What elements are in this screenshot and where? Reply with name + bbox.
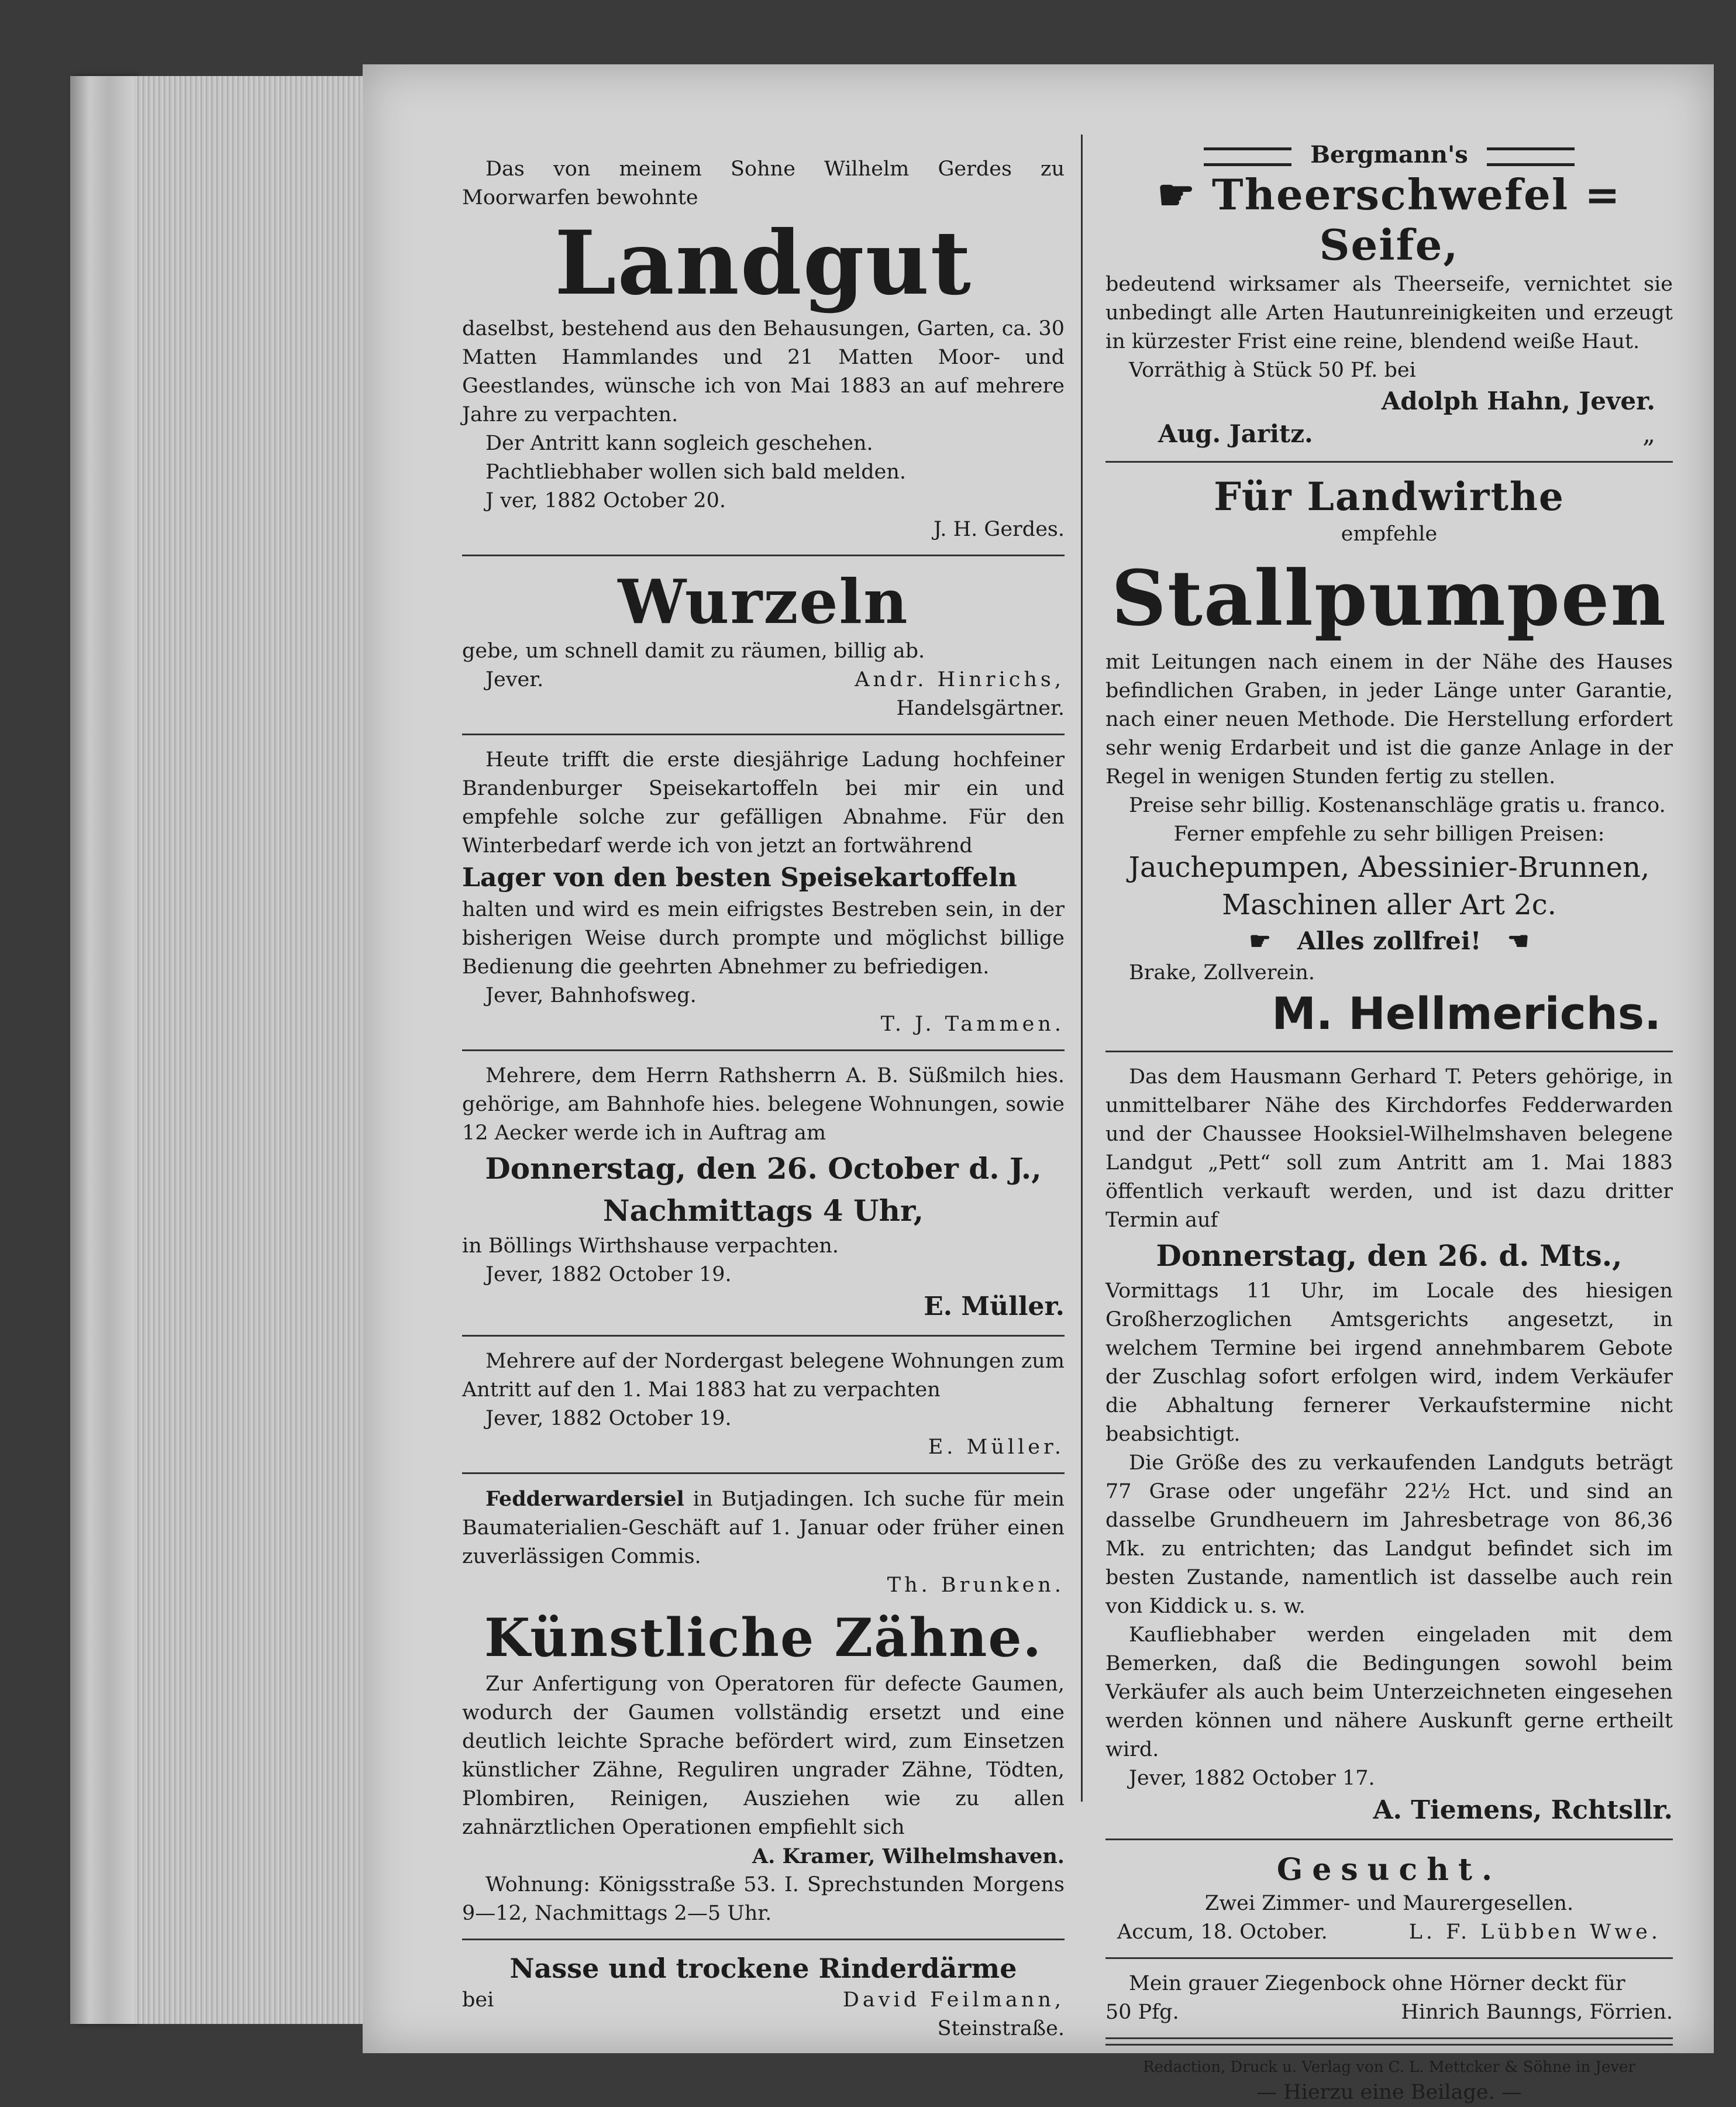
commis-signature: Th. Brunken. bbox=[887, 1574, 1065, 1597]
decorative-bar-right bbox=[1487, 147, 1575, 166]
seife-headline bbox=[1105, 170, 1673, 270]
seife-ditto: „ bbox=[1642, 419, 1655, 448]
ad-rinderdaerme bbox=[462, 1951, 1065, 2043]
nordergast-signature: E. Müller. bbox=[928, 1435, 1065, 1459]
seife-body: bedeutend wirksamer als Theerseife, vernichtet sie unbedingt alle Arten Hautunreinigkeiten und erzeugt in kürzester Frist eine reine, blendend weiße Haut. bbox=[1105, 273, 1673, 353]
rinderdaerme-prefix: bei bbox=[462, 1988, 494, 2012]
ad-wurzeln bbox=[462, 567, 1065, 723]
pett-body3: Die Größe des zu verkaufenden Landguts beträgt 77 Grase oder ungefähr 22½ Hct. und sind an dasselbe Grundheuern im Jahresbetrage von 86,36 Mk. zu entrichten; das Landgut befindet sich im besten Zustande, namentlich ist dasselbe auch rein von Kiddick u. s. w. bbox=[1105, 1451, 1673, 1618]
separator-rule bbox=[1105, 1051, 1673, 1052]
seife-brand: Bergmann's bbox=[1310, 141, 1468, 168]
stallpumpen-place: Brake, Zollverein. bbox=[1129, 961, 1315, 984]
ad-ziegenbock bbox=[1105, 1970, 1673, 2027]
stallpumpen-tagline: Alles zollfrei! bbox=[1297, 927, 1482, 955]
kartoffeln-body2: halten und wird es mein eifrigstes Bestreben sein, in der bisherigen Weise durch prompte und möglichst billige Bedienung die geehrten Abnehmer zu befriedigen. bbox=[462, 898, 1065, 979]
landgut-body: daselbst, bestehend aus den Behausungen, Garten, ca. 30 Matten Hammlandes und 21 Matten Moor- und Geestlandes, wünsche ich von Mai 1883 an auf mehrere Jahre zu verpachten. bbox=[462, 317, 1065, 426]
ad-zaehne bbox=[462, 1606, 1065, 1928]
wurzeln-place: Jever. bbox=[485, 668, 544, 691]
ad-commis bbox=[462, 1485, 1065, 1600]
kartoffeln-highlight: Lager von den besten Speisekartoffeln bbox=[462, 863, 1017, 893]
separator-rule bbox=[462, 1472, 1065, 1474]
pett-body4: Kaufliebhaber werden eingeladen mit dem Bemerken, daß die Bedingungen sowohl beim Verkäufer als auch beim Unterzeichneten eingesehen werden können und nähere Auskunft gerne ertheilt wird. bbox=[1105, 1623, 1673, 1761]
seife-seller1: Adolph Hahn, Jever. bbox=[1381, 387, 1655, 415]
stallpumpen-body3: Ferner empfehle zu sehr billigen Preisen: bbox=[1173, 822, 1605, 846]
commis-text bbox=[462, 1485, 1065, 1571]
nordergast-place-date: Jever, 1882 October 19. bbox=[485, 1407, 732, 1430]
wurzeln-signature: Andr. Hinrichs, bbox=[855, 668, 1065, 691]
wurzeln-title: Handelsgärtner. bbox=[896, 697, 1065, 720]
rinderdaerme-street: Steinstraße. bbox=[937, 2017, 1065, 2040]
nordergast-body: Mehrere auf der Nordergast belegene Wohnungen zum Antritt auf den 1. Mai 1883 hat zu verpachten bbox=[462, 1349, 1065, 1402]
ad-seife bbox=[1105, 140, 1673, 450]
right-column bbox=[1105, 82, 1673, 2107]
landgut-intro: Das von meinem Sohne Wilhelm Gerdes zu Moorwarfen bewohnte bbox=[462, 157, 1065, 209]
page-footer bbox=[1105, 2056, 1673, 2107]
ad-kartoffeln bbox=[462, 746, 1065, 1039]
pett-body2: Vormittags 11 Uhr, im Locale des hiesigen Großherzoglichen Amtsgerichts angesetzt, in welchem Termine bei irgend annehmbarem Gebote der Zuschlag sofort erfolgen wird, indem Verkäufer die Abhaltung fernerer Verkaufstermine nicht beabsichtigt. bbox=[1105, 1279, 1673, 1446]
landgut-line2: Der Antritt kann sogleich geschehen. bbox=[485, 432, 873, 455]
landgut-place-date: J ver, 1882 October 20. bbox=[485, 489, 726, 512]
rinderdaerme-signature: David Feilmann, bbox=[842, 1988, 1065, 2012]
landgut-headline: Landgut bbox=[554, 212, 972, 315]
landgut-line3: Pachtliebhaber wollen sich bald melden. bbox=[485, 460, 907, 484]
zaehne-headline: Künstliche Zähne. bbox=[484, 1607, 1043, 1669]
kartoffeln-place: Jever, Bahnhofsweg. bbox=[485, 984, 697, 1007]
footer-supplement: — Hierzu eine Beilage. — bbox=[1256, 2081, 1522, 2104]
commis-body: in Butjadingen. Ich suche für mein Baumaterialien-Geschäft auf 1. Januar oder früher einen zuverlässigen Commis. bbox=[462, 1488, 1065, 1568]
pett-place-date: Jever, 1882 October 17. bbox=[1129, 1767, 1375, 1790]
pett-body: Das dem Hausmann Gerhard T. Peters gehörige, in unmittelbarer Nähe des Kirchdorfes Fedderwarden und der Chaussee Hooksiel-Wilhelmshaven belegene Landgut „Pett“ soll zum Antritt am 1. Mai 1883 öffentlich verkauft werden, und ist dazu dritter Termin auf bbox=[1105, 1065, 1673, 1232]
stallpumpen-tagline-row bbox=[1105, 924, 1673, 959]
pointing-hand-left-icon: ☚ bbox=[1507, 927, 1530, 955]
kartoffeln-signature: T. J. Tammen. bbox=[880, 1013, 1065, 1036]
seife-brand-row bbox=[1105, 140, 1673, 170]
left-column bbox=[462, 82, 1065, 2043]
ad-wohnungen bbox=[462, 1062, 1065, 1324]
stallpumpen-heading: Für Landwirthe bbox=[1214, 474, 1565, 519]
seife-seller2: Aug. Jaritz. bbox=[1158, 419, 1313, 448]
book-spine-edge bbox=[70, 76, 135, 2024]
stallpumpen-company: M. Hellmerichs. bbox=[1272, 987, 1661, 1039]
separator-rule bbox=[462, 1049, 1065, 1051]
pointing-hand-right-icon: ☛ bbox=[1249, 927, 1272, 955]
ziegenbock-price: 50 Pfg. bbox=[1105, 2001, 1179, 2024]
wohnungen-time: Nachmittags 4 Uhr, bbox=[602, 1193, 924, 1228]
separator-rule bbox=[1105, 1839, 1673, 1840]
separator-rule bbox=[1105, 461, 1673, 463]
stallpumpen-body2: Preise sehr billig. Kostenanschläge gratis u. franco. bbox=[1129, 794, 1666, 817]
column-divider bbox=[1081, 135, 1083, 1802]
zaehne-signature: A. Kramer, Wilhelmshaven. bbox=[752, 1844, 1065, 1868]
zaehne-body: Zur Anfertigung von Operatoren für defecte Gaumen, wodurch der Gaumen vollständig ersetzt und eine deutlich leichte Sprache befördert wird, zum Einsetzen künstlicher Zähne, Reguliren ungrader Zähne, Tödten, Plombiren, Reinigen, Ausziehen wie zu allen zahnärztlichen Operationen empfiehlt sich bbox=[462, 1672, 1065, 1839]
ad-landgut bbox=[462, 155, 1065, 544]
ad-stallpumpen bbox=[1105, 473, 1673, 1040]
kartoffeln-body1: Heute trifft die erste diesjährige Ladung hochfeiner Brandenburger Speisekartoffeln bei mir ein und empfehle solche zur gefälligen Abnahme. Für den Winterbedarf werde ich von jetzt an fortwährend bbox=[462, 748, 1065, 858]
footer-imprint: Redaction, Druck u. Verlag von C. L. Mettcker & Söhne in Jever bbox=[1143, 2058, 1635, 2076]
stallpumpen-products1: Jauchepumpen, Abessinier-Brunnen, bbox=[1128, 851, 1650, 884]
gesucht-signature: L. F. Lübben Wwe. bbox=[1408, 1920, 1661, 1944]
wohnungen-location: in Böllings Wirthshause verpachten. bbox=[462, 1234, 839, 1258]
pett-signature: A. Tiemens, Rchtsllr. bbox=[1373, 1795, 1673, 1825]
commis-lead: Fedderwardersiel bbox=[485, 1487, 684, 1511]
wohnungen-signature: E. Müller. bbox=[924, 1292, 1065, 1321]
stallpumpen-headline: Stallpumpen bbox=[1111, 553, 1668, 643]
separator-rule bbox=[462, 734, 1065, 735]
separator-rule bbox=[462, 555, 1065, 556]
ad-gesucht bbox=[1105, 1851, 1673, 1947]
separator-rule bbox=[462, 1335, 1065, 1337]
stallpumpen-body1: mit Leitungen nach einem in der Nähe des Hauses befindlichen Graben, in jeder Länge unter Garantie, nach einer neuen Methode. Die Herstellung erfordert sehr wenig Erdarbeit und ist die ganze Anlage in der Regel in wenigen Stunden fertig zu stellen. bbox=[1105, 650, 1673, 789]
wurzeln-body: gebe, um schnell damit zu räumen, billig ab. bbox=[462, 639, 925, 663]
gesucht-place-date: Accum, 18. October. bbox=[1117, 1920, 1328, 1944]
ziegenbock-signature: Hinrich Baunngs, Förrien. bbox=[1401, 2001, 1673, 2024]
decorative-bar-left bbox=[1204, 147, 1291, 166]
page-stack bbox=[135, 76, 368, 2024]
stallpumpen-sub: empfehle bbox=[1341, 522, 1438, 546]
wohnungen-place-date: Jever, 1882 October 19. bbox=[485, 1263, 732, 1286]
wohnungen-body: Mehrere, dem Herrn Rathsherrn A. B. Süßmilch hies. gehörige, am Bahnhofe hies. belegene Wohnungen, sowie 12 Aecker werde ich in Auftrag am bbox=[462, 1064, 1065, 1145]
ad-pett bbox=[1105, 1063, 1673, 1828]
rinderdaerme-headline: Nasse und trockene Rinderdärme bbox=[509, 1953, 1017, 1984]
ad-nordergast bbox=[462, 1347, 1065, 1462]
zaehne-address: Wohnung: Königsstraße 53. I. Sprechstunden Morgens 9—12, Nachmittags 2—5 Uhr. bbox=[462, 1873, 1065, 1925]
separator-rule bbox=[462, 1939, 1065, 1940]
pointing-hand-icon: ☛ bbox=[1157, 170, 1196, 219]
separator-rule bbox=[1105, 1957, 1673, 1959]
landgut-signature: J. H. Gerdes. bbox=[934, 518, 1065, 541]
gesucht-headline: Gesucht. bbox=[1276, 1852, 1502, 1888]
seife-headline-text: Theerschwefel = Seife, bbox=[1212, 170, 1621, 270]
pett-date: Donnerstag, den 26. d. Mts., bbox=[1156, 1238, 1623, 1273]
footer-double-rule bbox=[1105, 2037, 1673, 2046]
wurzeln-headline: Wurzeln bbox=[618, 566, 909, 638]
stallpumpen-products2: Maschinen aller Art 2c. bbox=[1222, 889, 1556, 921]
ziegenbock-body: Mein grauer Ziegenbock ohne Hörner deckt für bbox=[1129, 1972, 1625, 1995]
gesucht-body: Zwei Zimmer- und Maurergesellen. bbox=[1204, 1892, 1574, 1915]
wohnungen-date: Donnerstag, den 26. October d. J., bbox=[485, 1151, 1042, 1186]
seife-price: Vorräthig à Stück 50 Pf. bei bbox=[1129, 359, 1416, 382]
